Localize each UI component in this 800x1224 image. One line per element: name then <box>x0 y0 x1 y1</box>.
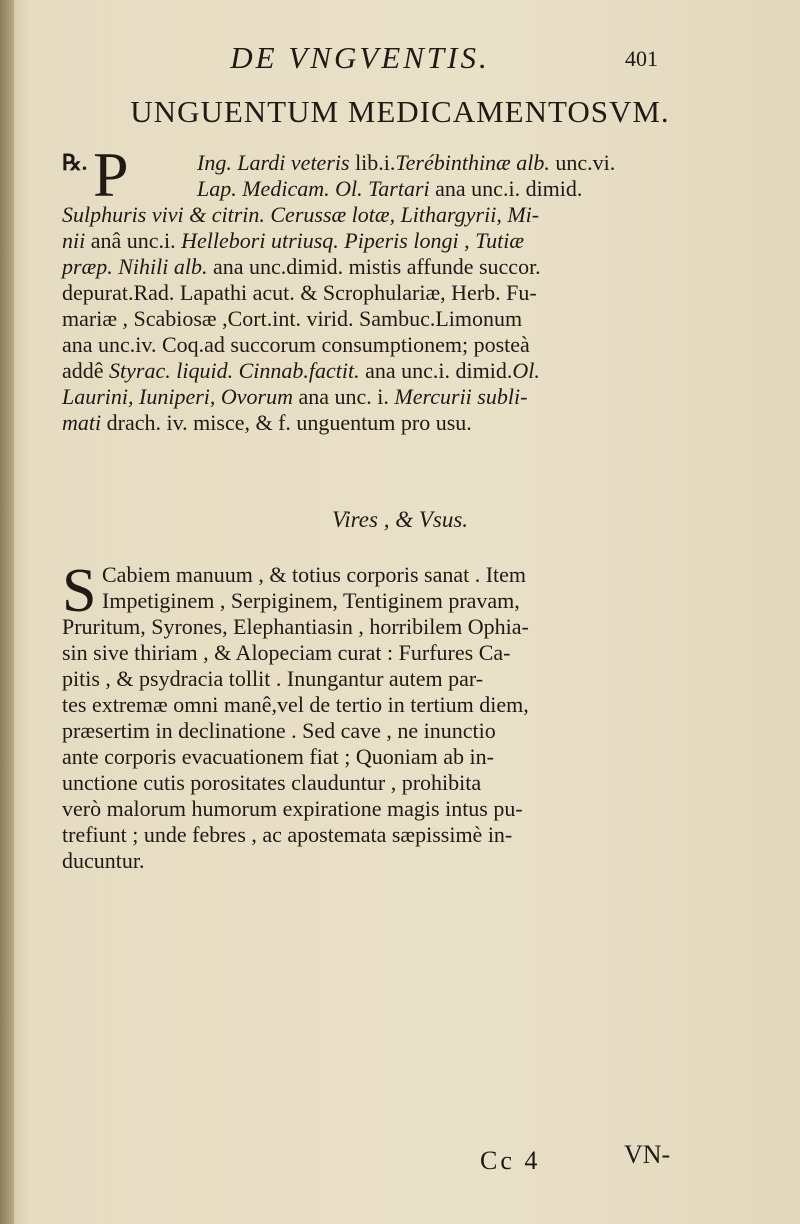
recipe-fragment: Terébinthinæ alb. <box>395 150 550 175</box>
recipe-line <box>62 384 728 410</box>
recipe-fragment: Hellebori utriusq. Piperis longi , Tutiæ <box>181 228 524 253</box>
recipe-fragment: Sulphuris vivi & citrin. Cerussæ lotæ, Lithargyrii, Mi- <box>62 202 540 227</box>
recipe-fragment: Lap. Medicam. Ol. Tartari <box>197 176 430 201</box>
paragraph-line: tes extremæ omni manê,vel de tertio in tertium diem, <box>62 692 529 717</box>
recipe-text <box>62 150 728 436</box>
recipe-line <box>62 280 728 306</box>
paragraph-line: pitis , & psydracia tollit . Inungantur autem par- <box>62 666 484 691</box>
recipe-fragment: anâ unc.i. <box>85 228 182 253</box>
paragraph-line: trefiunt ; unde febres , ac apostemata sæpissimè in- <box>62 822 513 847</box>
recipe-fragment: ana unc.i. dimid. <box>359 358 513 383</box>
paragraph-line: sin sive thiriam , & Alopeciam curat : Furfures Ca- <box>62 640 511 665</box>
recipe-fragment: mariæ , Scabiosæ ,Cort.int. virid. Sambuc.Limonum <box>62 306 523 331</box>
section-title: UNGUENTUM MEDICAMENTOSVM. <box>130 94 670 129</box>
recipe-fragment: Laurini, Iuniperi, Ovorum <box>62 384 293 409</box>
recipe-fragment: Mercurii subli- <box>394 384 528 409</box>
paragraph-line: Pruritum, Syrones, Elephantiasin , horribilem Ophia- <box>62 614 529 639</box>
recipe-fragment: ana unc. i. <box>293 384 395 409</box>
recipe-line <box>62 150 728 176</box>
recipe-fragment: ana unc.i. dimid. <box>429 176 583 201</box>
subheading: Vires , & Vsus. <box>331 507 469 532</box>
paragraph-line: ducuntur. <box>62 848 145 873</box>
recipe-fragment: lib.i. <box>349 150 396 175</box>
recipe-fragment: nii <box>62 228 86 253</box>
recipe-line <box>62 306 728 332</box>
recipe-line <box>62 254 728 280</box>
recipe-line <box>62 202 728 228</box>
running-head: DE VNGVENTIS. <box>230 40 490 75</box>
recipe-fragment: Ol. <box>512 358 540 383</box>
paragraph-line: verò malorum humorum expiratione magis intus pu- <box>62 796 523 821</box>
recipe-fragment: addê <box>62 358 110 383</box>
page-binding-edge <box>0 0 14 1224</box>
recipe-fragment: Styrac. liquid. Cinnab.factit. <box>109 358 360 383</box>
paragraph-initial: S <box>62 557 97 625</box>
recipe-fragment: drach. iv. misce, & f. unguentum pro usu. <box>101 410 472 435</box>
recipe-symbol: ℞. <box>62 150 88 175</box>
paragraph-text <box>62 557 728 874</box>
recipe-line <box>62 358 728 384</box>
recipe-line <box>62 332 728 358</box>
recipe-fragment: mati <box>62 410 102 435</box>
recipe-fragment: præp. Nihili alb. <box>62 254 208 279</box>
catchword: VN- <box>624 1140 671 1169</box>
recipe-line <box>62 228 728 254</box>
page-number: 401 <box>625 46 658 71</box>
recipe-fragment: ana unc.dimid. mistis affunde succor. <box>207 254 541 279</box>
recipe-line <box>62 176 728 202</box>
recipe-initial: P <box>93 139 129 210</box>
paragraph-line: ante corporis evacuationem fiat ; Quoniam ab in- <box>62 744 494 769</box>
recipe-fragment: unc.vi. <box>549 150 616 175</box>
recipe-line <box>62 410 728 436</box>
paragraph-line: præsertim in declinatione . Sed cave , ne inunctio <box>62 718 496 743</box>
paragraph-line: Cabiem manuum , & totius corporis sanat . Item <box>102 562 527 587</box>
recipe-fragment: Ing. Lardi veteris <box>197 150 350 175</box>
recipe-fragment: ana unc.iv. Coq.ad succorum consumptionem; posteà <box>62 332 530 357</box>
paragraph-line: Impetiginem , Serpiginem, Tentiginem pravam, <box>102 588 520 613</box>
signature-mark: Cc 4 <box>480 1146 541 1175</box>
recipe-fragment: depurat.Rad. Lapathi acut. & Scrophulariæ, Herb. Fu- <box>62 280 537 305</box>
paragraph-line: unctione cutis porositates clauduntur , prohibita <box>62 770 482 795</box>
